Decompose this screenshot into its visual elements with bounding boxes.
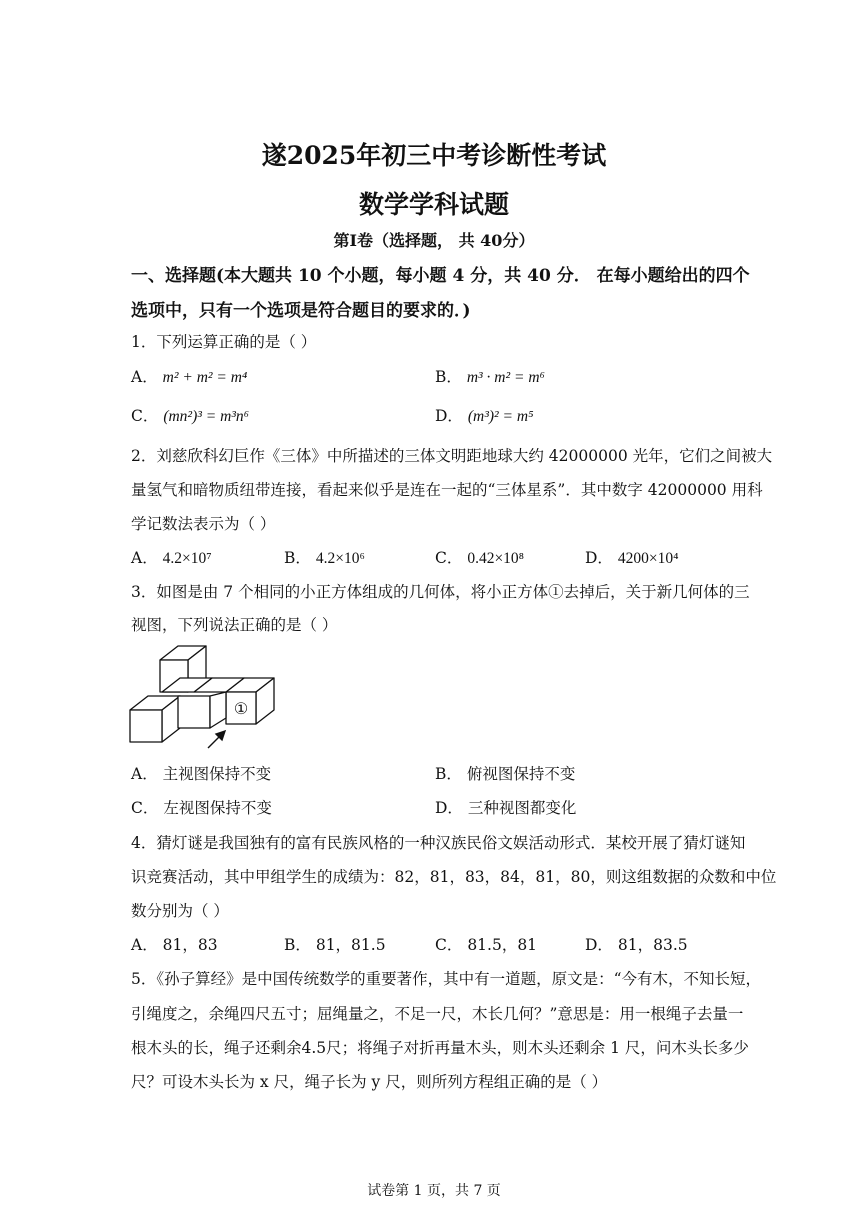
- q2-option-d-label: D．: [585, 549, 613, 567]
- q1-option-c: [131, 404, 249, 426]
- middle-cube-front-face: [178, 696, 210, 728]
- q1-option-d-label: D．: [435, 407, 463, 425]
- q3-option-d-text: 三种视图都变化: [467, 799, 577, 817]
- question-2-line-1: 2．刘慈欣科幻巨作《三体》中所描述的三体文明距地球大约 42000000 光年，它们之间被大: [131, 447, 773, 465]
- q2-option-d-expr: 4200×10⁴: [617, 550, 679, 567]
- q4-option-a: [131, 933, 218, 955]
- q4-option-d-label: D．: [585, 936, 613, 954]
- q4-option-a-text: 81，83: [162, 936, 218, 954]
- q3-option-c-label: C．: [131, 799, 159, 817]
- q3-option-d-label: D．: [435, 799, 463, 817]
- question-5-line-4: 尺？可设木头长为 x 尺，绳子长为 y 尺，则所列方程组正确的是（ ）: [131, 1073, 608, 1091]
- question-1-stem: 1．下列运算正确的是（ ）: [131, 333, 317, 351]
- section-instructions-line-2: 选项中，只有一个选项是符合题目的要求的．): [131, 301, 471, 321]
- question-4-line-1: 4．猜灯谜是我国独有的富有民族风格的一种汉族民俗文娱活动形式．某校开展了猜灯谜知: [131, 834, 746, 852]
- q2-option-b: [284, 546, 365, 568]
- q1-option-b-expr: m³ · m² = m⁶: [466, 369, 545, 386]
- page-footer: 试卷第 1 页，共 7 页: [367, 1183, 501, 1199]
- q3-option-d: [435, 796, 576, 818]
- q1-option-b-label: B．: [435, 368, 462, 386]
- question-3-line-1: 3．如图是由 7 个相同的小正方体组成的几何体，将小正方体①去掉后，关于新几何体的三: [131, 583, 750, 601]
- left-cube-front-face: [130, 710, 162, 742]
- question-2-line-3: 学记数法表示为（ ）: [131, 515, 276, 533]
- q2-option-a: [131, 546, 212, 568]
- q3-option-a-text: 主视图保持不变: [162, 765, 272, 783]
- q4-option-b-text: 81，81.5: [315, 936, 386, 954]
- q3-option-b-label: B．: [435, 765, 462, 783]
- q2-option-b-expr: 4.2×10⁶: [315, 550, 365, 567]
- q4-option-c-text: 81.5，81: [467, 936, 538, 954]
- q4-option-b-label: B．: [284, 936, 311, 954]
- cube-1-label: ①: [233, 701, 249, 718]
- q3-option-a: [131, 762, 271, 784]
- q4-option-b: [284, 933, 386, 955]
- q2-option-b-label: B．: [284, 549, 311, 567]
- q4-option-d: [585, 933, 688, 955]
- q1-option-a: [131, 365, 247, 387]
- q1-option-b: [435, 365, 545, 387]
- middle-cube-side-face: [210, 692, 226, 728]
- q2-option-c-label: C．: [435, 549, 463, 567]
- q3-option-a-label: A．: [131, 765, 158, 783]
- question-4-line-2: 识竞赛活动，其中甲组学生的成绩为：82，81，83，84，81，80，则这组数据的众数和中位: [131, 868, 777, 886]
- q4-option-c: [435, 933, 537, 955]
- question-5-line-2: 引绳度之，余绳四尺五寸；屈绳量之，不足一尺，木长几何？”意思是：用一根绳子去量一: [131, 1005, 744, 1023]
- q4-option-a-label: A．: [131, 936, 158, 954]
- question-4-line-3: 数分别为（ ）: [131, 902, 229, 920]
- question-5-line-3: 根木头的长，绳子还剩余4.5尺；将绳子对折再量木头，则木头还剩余 1 尺，问木头长多少: [131, 1039, 749, 1057]
- section-instructions-line-1: 一、选择题(本大题共 10 个小题，每小题 4 分，共 40 分． 在每小题给出的四个: [131, 266, 750, 286]
- q1-option-c-expr: (mn²)³ = m³n⁶: [163, 408, 250, 425]
- q1-option-d: [435, 404, 533, 426]
- q4-option-d-text: 81，83.5: [617, 936, 688, 954]
- exam-title: 遂2025年初三中考诊断性考试: [261, 141, 607, 170]
- cube-solid-figure: [128, 642, 278, 754]
- q3-option-c-text: 左视图保持不变: [163, 799, 272, 817]
- q2-option-c-expr: 0.42×10⁸: [467, 550, 525, 567]
- question-2-line-2: 量氢气和暗物质纽带连接，看起来似乎是连在一起的“三体星系”．其中数字 42000000 用科: [131, 481, 763, 499]
- q2-option-a-label: A．: [131, 549, 158, 567]
- q2-option-c: [435, 546, 524, 568]
- q1-option-c-label: C．: [131, 407, 159, 425]
- q3-option-b: [435, 762, 575, 784]
- volume-heading: 第I卷（选择题， 共 40分）: [333, 231, 535, 250]
- q1-option-d-expr: (m³)² = m⁵: [467, 408, 534, 425]
- question-3-line-2: 视图，下列说法正确的是（ ）: [131, 616, 338, 634]
- q3-option-c: [131, 796, 272, 818]
- q1-option-a-expr: m² + m² = m⁴: [162, 369, 248, 386]
- q4-option-c-label: C．: [435, 936, 463, 954]
- question-5-line-1: 5．《孙子算经》是中国传统数学的重要著作，其中有一道题，原文是：“今有木，不知长短，: [131, 970, 762, 988]
- exam-subtitle: 数学学科试题: [358, 190, 509, 219]
- q3-option-b-text: 俯视图保持不变: [466, 765, 576, 783]
- q1-option-a-label: A．: [131, 368, 158, 386]
- q2-option-a-expr: 4.2×10⁷: [162, 550, 212, 567]
- q2-option-d: [585, 546, 679, 568]
